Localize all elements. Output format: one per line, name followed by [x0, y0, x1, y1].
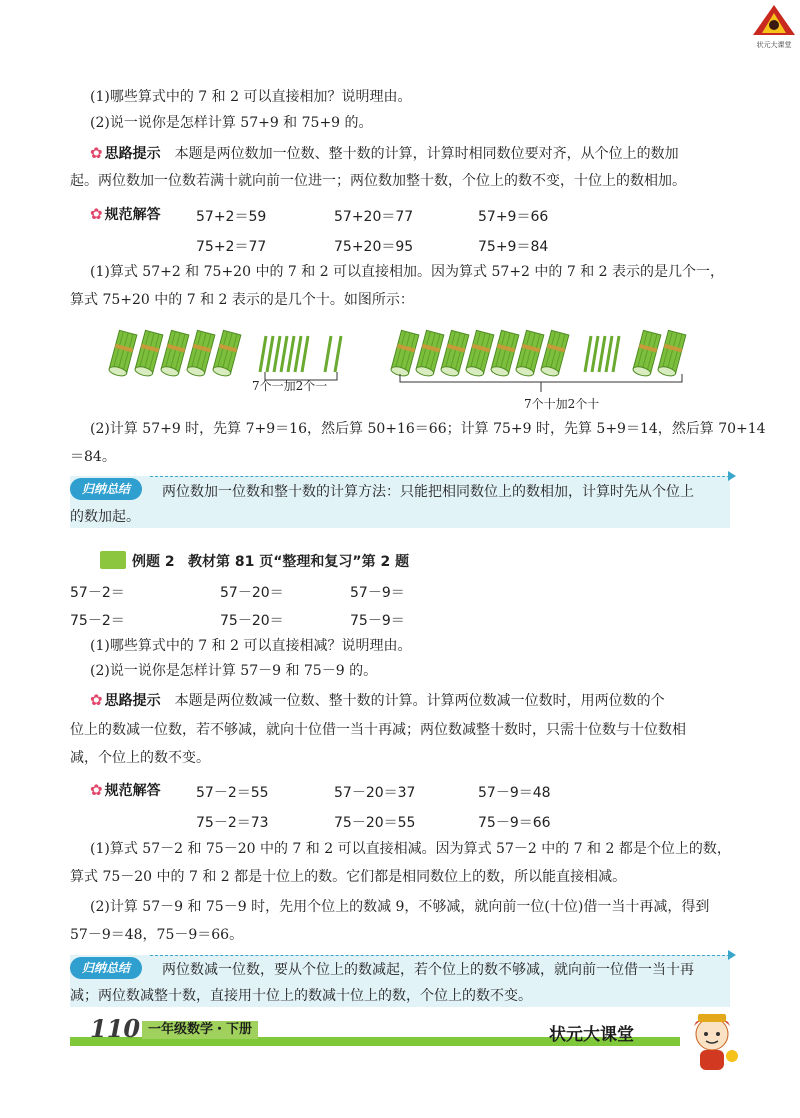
ex2-answer: 75－20＝55 — [334, 815, 416, 831]
ex2-summary-line-1: 两位数减一位数，要从个位上的数减起，若个位上的数不够减，就向前一位借一当十再 — [162, 962, 694, 978]
ex2-question: 57－2＝ — [70, 585, 125, 601]
bundles-figure — [100, 322, 700, 422]
fig-label-left: 7个一加2个一 — [252, 379, 328, 393]
logo-emblem-icon — [752, 4, 796, 36]
ex1-answer: 57+2＝59 — [196, 209, 267, 225]
ten-bundle — [540, 330, 569, 377]
single-sticks-2 — [325, 336, 341, 372]
ten-bundle — [490, 330, 519, 377]
ex1-hint-line-2: 起。两位数加一位数若满十就向前一位进一；两位数加整十数，个位上的数不变，十位上的数相加。 — [70, 173, 686, 189]
ex2-hint-text-1: 本题是两位数减一位数、整十数的计算。计算两位数减一位数时，用两位数的个 — [174, 693, 665, 709]
ex1-hint-line-1 — [90, 143, 679, 164]
ex1-answer: 75+9＝84 — [478, 239, 549, 255]
ten-bundle — [657, 330, 686, 377]
flower-icon: ✿ — [90, 781, 103, 799]
ex1-explain-2-line-2: ＝84。 — [70, 449, 116, 465]
ten-bundle — [632, 330, 661, 377]
arrow-icon — [728, 950, 736, 960]
ex2-question-2: (2)说一说你是怎样计算 57－9 和 75－9 的。 — [90, 663, 378, 679]
ex1-answer-tag-line — [90, 204, 161, 225]
single-sticks-5 — [585, 336, 619, 372]
ex2-hint-tag: 思路提示 — [104, 693, 161, 709]
ex2-answer: 57－2＝55 — [196, 785, 269, 801]
ex1-explain-1-line-2: 算式 75+20 中的 7 和 2 表示的是几个十。如图所示： — [70, 292, 414, 308]
ex2-explain-2-line-2: 57－9＝48，75－9＝66。 — [70, 927, 244, 943]
ex2-title-tag: 例题 2 — [132, 554, 175, 570]
ex2-title: 教材第 81 页“整理和复习”第 2 题 — [188, 554, 410, 570]
ten-bundle — [515, 330, 544, 377]
ex2-hint-line-1 — [90, 690, 665, 711]
ex2-question: 57－20＝ — [220, 585, 284, 601]
mascot-icon — [676, 1004, 748, 1076]
ex2-answer: 57－20＝37 — [334, 785, 416, 801]
ex2-summary-box — [70, 955, 730, 1007]
ex2-question: 75－2＝ — [70, 613, 125, 629]
ex2-question-1: (1)哪些算式中的 7 和 2 可以直接相减？说明理由。 — [90, 638, 412, 654]
ex2-answer-tag-line — [90, 780, 161, 801]
ten-bundle — [390, 330, 419, 377]
ex2-answer: 57－9＝48 — [478, 785, 551, 801]
ex2-summary-line-2: 减；两位数减整十数，直接用十位上的数减十位上的数，个位上的数不变。 — [70, 988, 532, 1004]
ex2-explain-1-line-2: 算式 75－20 中的 7 和 2 都是十位上的数。它们都是相同数位上的数，所以能直接相减。 — [70, 869, 627, 885]
ex2-answer-tag: 规范解答 — [104, 783, 161, 799]
ex1-hint-tag: 思路提示 — [104, 146, 161, 162]
flower-icon: ✿ — [90, 205, 103, 223]
ex1-summary-line-2: 的数加起。 — [70, 509, 140, 525]
logo — [752, 4, 796, 49]
flower-icon: ✿ — [90, 691, 103, 709]
logo-caption: 状元大课堂 — [756, 41, 792, 49]
ex2-summary-badge: 归纳总结 — [70, 957, 142, 979]
ex2-question: 57－9＝ — [350, 585, 405, 601]
fig-label-right: 7个十加2个十 — [524, 397, 600, 411]
ex1-answer-tag: 规范解答 — [104, 207, 161, 223]
ten-bundle — [108, 330, 137, 377]
ex1-answer: 57+20＝77 — [334, 209, 414, 225]
ex1-explain-2-line-1: (2)计算 57+9 时，先算 7+9＝16，然后算 50+16＝66；计算 75+9 时，先算 5+9＝14，然后算 70+14 — [90, 421, 766, 437]
ex2-question: 75－9＝ — [350, 613, 405, 629]
brand-name: 状元大课堂 — [549, 1025, 634, 1045]
ex1-summary-badge: 归纳总结 — [70, 478, 142, 500]
ex2-answer: 75－9＝66 — [478, 815, 551, 831]
ex1-explain-1-line-1: (1)算式 57+2 和 75+20 中的 7 和 2 可以直接相加。因为算式 57+2 中的 7 和 2 表示的是几个一， — [90, 264, 725, 280]
ex1-question-2: (2)说一说你是怎样计算 57+9 和 75+9 的。 — [90, 115, 373, 131]
book-title: 一年级数学・下册 — [142, 1021, 258, 1039]
ex1-summary-box — [70, 476, 730, 528]
single-sticks-7 — [260, 336, 308, 372]
ex2-explain-2-line-1: (2)计算 57－9 和 75－9 时，先用个位上的数减 9，不够减，就向前一位(十位)借一当十再减，得到 — [90, 899, 710, 915]
ex2-hint-line-2: 位上的数减一位数，若不够减，就向十位借一当十再减；两位数减整十数时，只需十位数与十位数相 — [70, 722, 686, 738]
ten-bundle — [212, 330, 241, 377]
arrow-icon — [728, 471, 736, 481]
ten-bundle — [440, 330, 469, 377]
ex1-answer: 75+2＝77 — [196, 239, 267, 255]
ex1-hint-text-1: 本题是两位数加一位数、整十数的计算，计算时相同数位要对齐，从个位上的数加 — [174, 146, 679, 162]
ex2-question: 75－20＝ — [220, 613, 284, 629]
ex1-answer: 57+9＝66 — [478, 209, 549, 225]
ex1-answer: 75+20＝95 — [334, 239, 414, 255]
ex1-question-1: (1)哪些算式中的 7 和 2 可以直接相加？说明理由。 — [90, 89, 412, 105]
ten-bundle — [186, 330, 215, 377]
ex2-answer: 75－2＝73 — [196, 815, 269, 831]
page-number: 110 — [90, 1014, 141, 1043]
ten-bundle — [415, 330, 444, 377]
ten-bundle — [465, 330, 494, 377]
pencil-icon — [100, 551, 126, 569]
flower-icon: ✿ — [90, 144, 103, 162]
ten-bundle — [160, 330, 189, 377]
ex1-summary-line-1: 两位数加一位数和整十数的计算方法：只能把相同数位上的数相加，计算时先从个位上 — [162, 484, 694, 500]
ex2-hint-line-3: 减，个位上的数不变。 — [70, 750, 210, 766]
ten-bundle — [134, 330, 163, 377]
ex2-explain-1-line-1: (1)算式 57－2 和 75－20 中的 7 和 2 可以直接相减。因为算式 57－2 中的 7 和 2 都是个位上的数， — [90, 841, 731, 857]
